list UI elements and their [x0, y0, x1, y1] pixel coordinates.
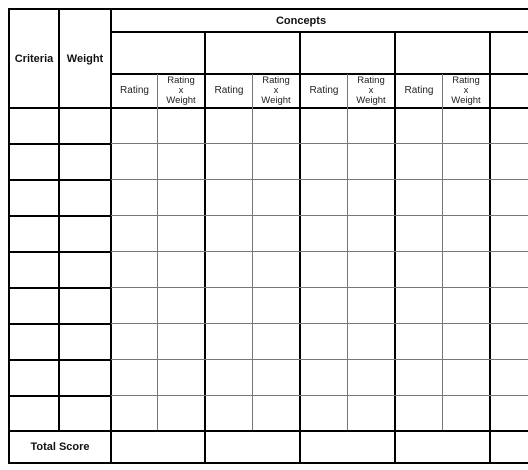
row-line-4 [110, 251, 528, 252]
concept-2-rating-x-weight-header [253, 75, 299, 107]
concept-1-rating-x-weight-header [158, 75, 204, 107]
concept-4-rating-header: Rating [404, 85, 434, 96]
criteria-row-line-7 [8, 359, 111, 361]
concept-1-subdivider [157, 74, 158, 432]
concept-4-subdivider [442, 74, 443, 432]
concept-1-name-cell[interactable] [112, 33, 204, 73]
concept-2-total-cell[interactable] [206, 432, 299, 462]
concept-1-rating-header: Rating [120, 85, 149, 96]
criteria-row-line-1 [8, 143, 111, 145]
rxw-line: Rating [262, 75, 290, 86]
concept-3-total-cell[interactable] [301, 432, 394, 462]
concept-3-name-cell[interactable] [301, 33, 394, 73]
rxw-line: Weight [451, 95, 481, 106]
criteria-row-line-6 [8, 323, 111, 325]
criteria-row-line-5 [8, 287, 111, 289]
rxw-line: Weight [356, 95, 386, 106]
weight-header: Weight [66, 52, 104, 65]
concept-4-5-divider [489, 31, 491, 464]
rxw-line: x [178, 85, 184, 96]
row-line-1 [110, 143, 528, 144]
criteria-row-line-4 [8, 251, 111, 253]
concept-3-subdivider [347, 74, 348, 432]
concept-2-name-cell[interactable] [206, 33, 299, 73]
rxw-line: Rating [357, 75, 385, 86]
concept-2-rating-header: Rating [214, 85, 244, 96]
bottom-border [8, 462, 528, 464]
rxw-line: Rating [452, 75, 480, 86]
row-line-3 [110, 215, 528, 216]
row-line-8 [110, 395, 528, 396]
rxw-line: Weight [166, 95, 196, 106]
total-score-label: Total Score [30, 441, 90, 453]
concept-2-subdivider [252, 74, 253, 432]
concept-4-rating-x-weight-header [443, 75, 489, 107]
concept-4-name-cell[interactable] [396, 33, 489, 73]
criteria-header: Criteria [14, 52, 54, 65]
concepts-header: Concepts [275, 14, 327, 27]
concept-1-total-cell[interactable] [112, 432, 204, 462]
header-bottom-line [8, 107, 528, 109]
concept-3-rating-x-weight-header [348, 75, 394, 107]
row-line-6 [110, 323, 528, 324]
rxw-line: Weight [261, 95, 291, 106]
row-line-5 [110, 287, 528, 288]
rxw-line: x [463, 85, 469, 96]
row-line-7 [110, 359, 528, 360]
rxw-line: x [368, 85, 374, 96]
concept-3-rating-header: Rating [309, 85, 339, 96]
criteria-row-line-8 [8, 395, 111, 397]
row-line-2 [110, 179, 528, 180]
criteria-row-line-2 [8, 179, 111, 181]
concept-4-total-cell[interactable] [396, 432, 489, 462]
criteria-row-line-3 [8, 215, 111, 217]
rxw-line: x [273, 85, 279, 96]
rxw-line: Rating [167, 75, 195, 86]
